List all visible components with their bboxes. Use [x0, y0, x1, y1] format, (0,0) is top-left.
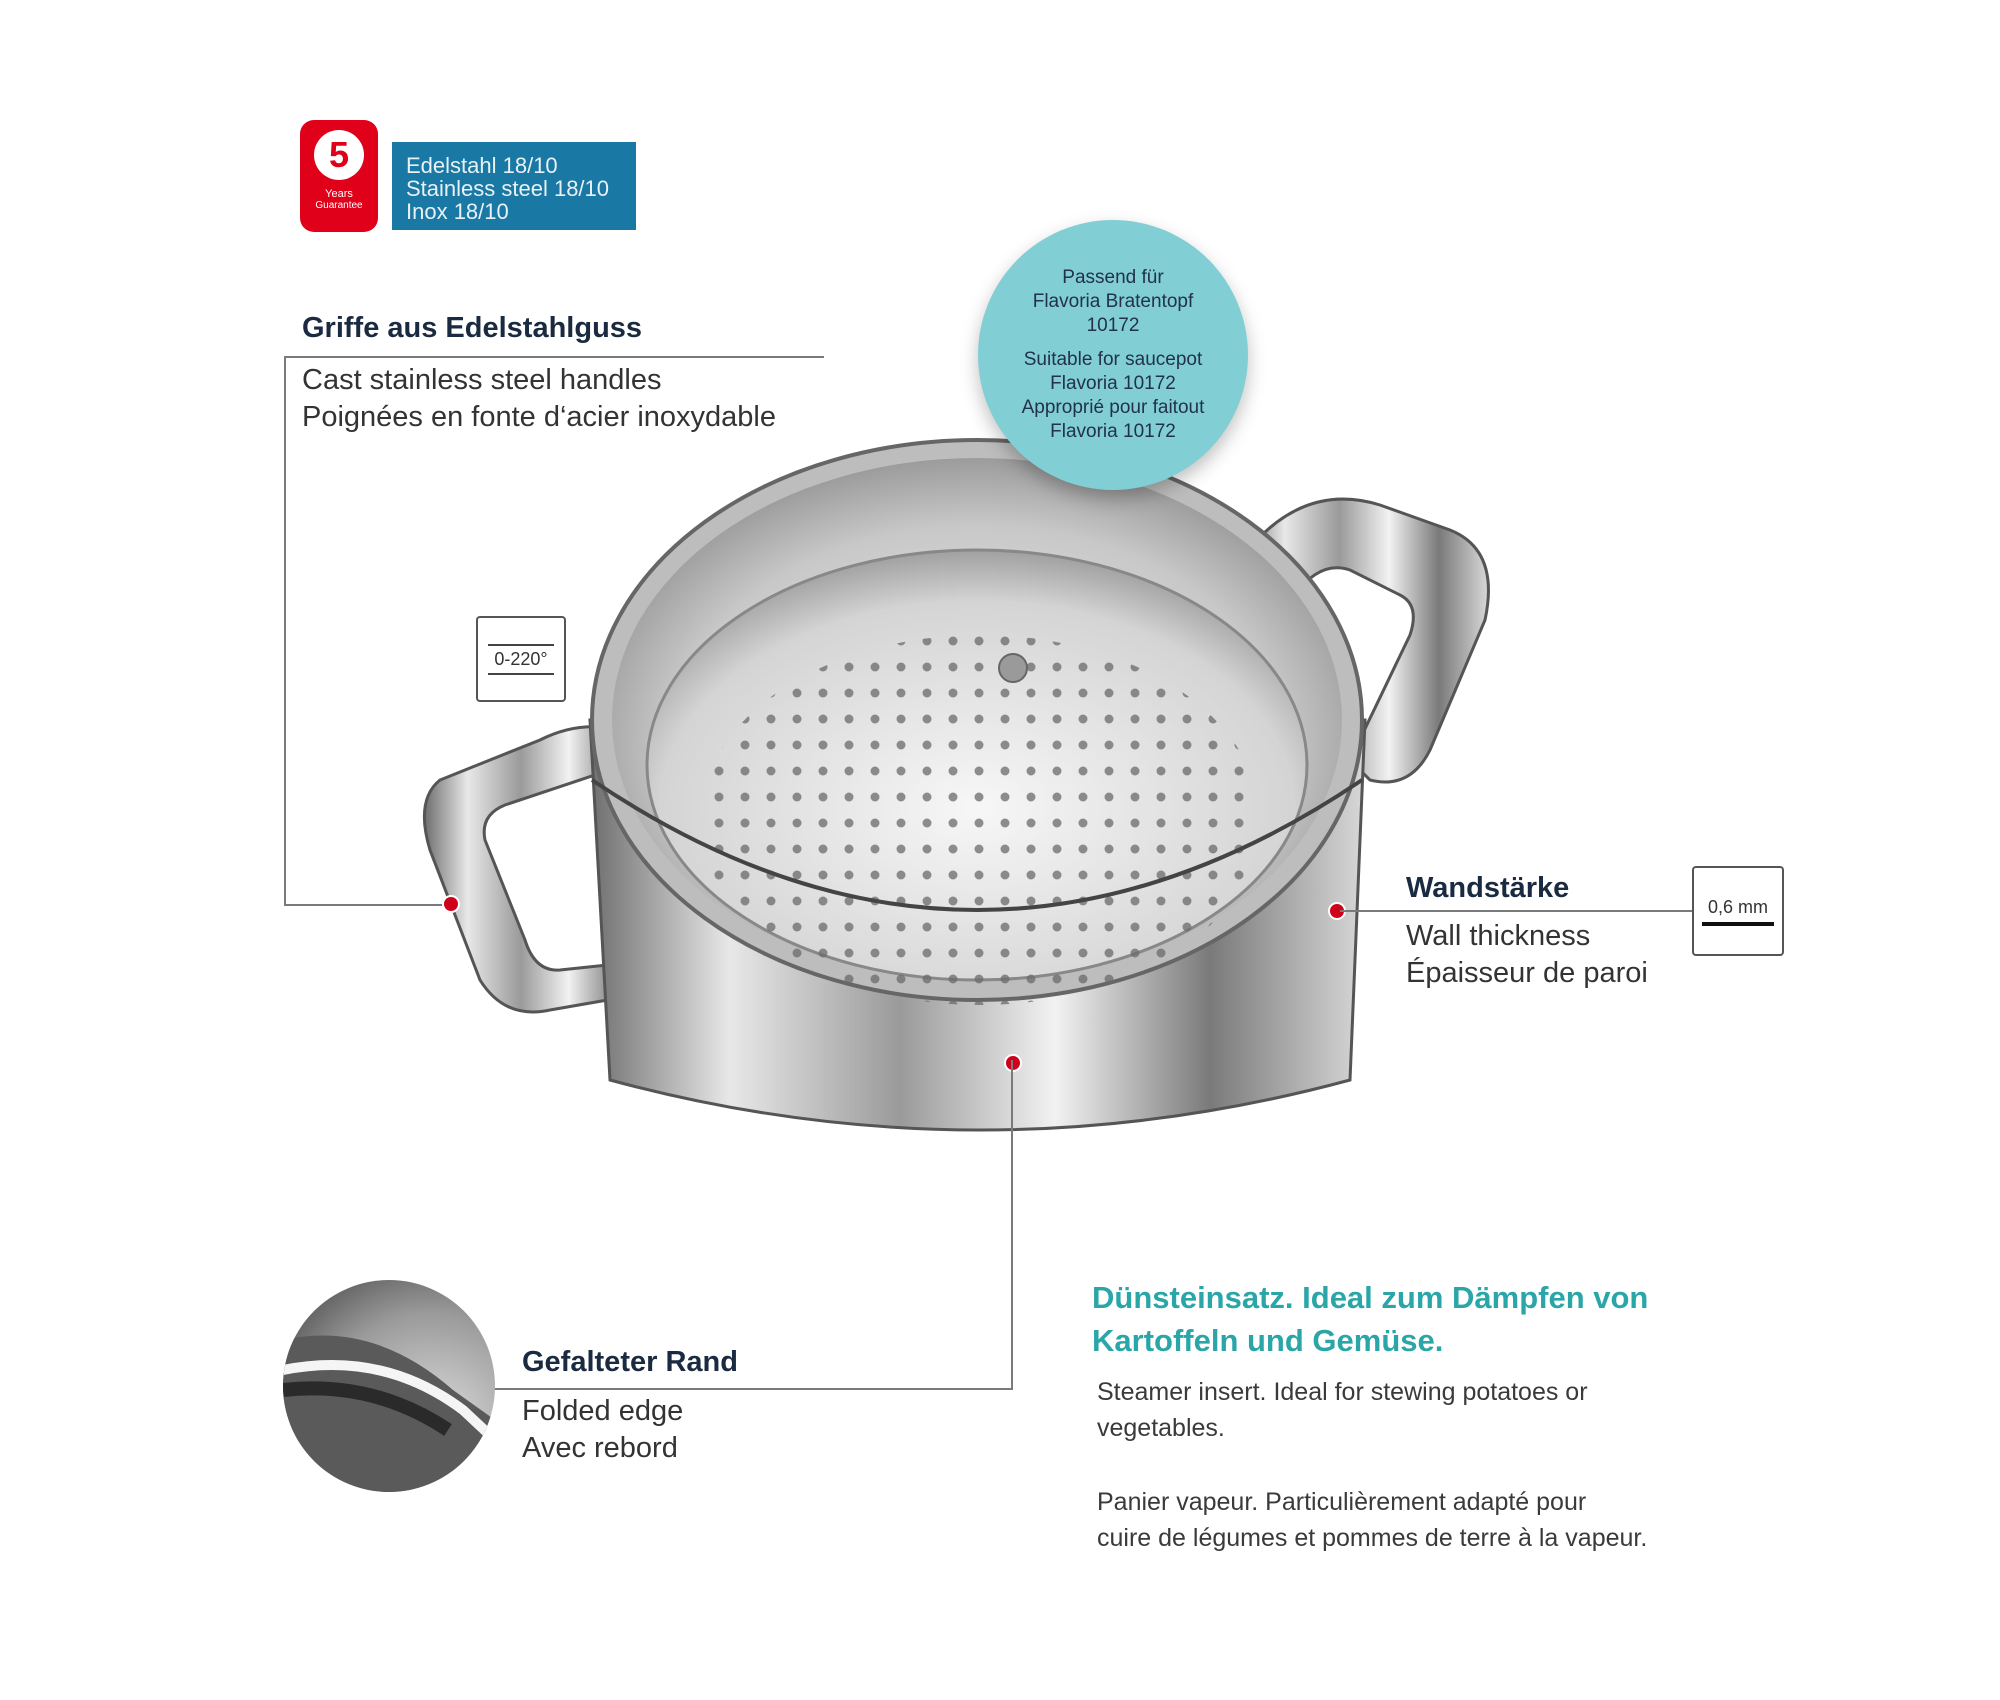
handles-en: Cast stainless steel handles: [302, 364, 662, 396]
steamer-en: [1097, 1374, 1588, 1446]
wall-en: Wall thickness: [1406, 920, 1591, 952]
suitable-en-1: Suitable for saucepot: [1023, 349, 1203, 370]
compatibility-circle: [978, 220, 1248, 490]
steamer-fr-line-1: Panier vapeur. Particulièrement adapté pour: [1097, 1488, 1587, 1516]
folded-edge-closeup: [283, 1280, 495, 1492]
guarantee-years-label: Years: [325, 188, 353, 200]
steamer-fr: [1097, 1484, 1647, 1556]
material-fr: Inox 18/10: [406, 199, 509, 224]
edge-en: Folded edge: [522, 1395, 684, 1427]
guarantee-label: Guarantee: [315, 200, 363, 211]
wall-fr: Épaisseur de paroi: [1406, 957, 1648, 989]
handles-title: Griffe aus Edelstahlguss: [302, 312, 643, 344]
guarantee-years-number: 5: [314, 130, 364, 180]
wall-leader: [1340, 910, 1692, 912]
steamer-title-line-1: Dünsteinsatz. Ideal zum Dämpfen von: [1092, 1280, 1649, 1315]
handles-leader-vertical: [284, 356, 286, 906]
suitable-fr-1: Approprié pour faitout: [1021, 397, 1205, 418]
steamer-en-line-2: vegetables.: [1097, 1414, 1225, 1442]
wall-title: Wandstärke: [1406, 872, 1570, 904]
material-en: Stainless steel 18/10: [406, 176, 610, 201]
steamer-fr-line-2: cuire de légumes et pommes de terre à la vapeur.: [1097, 1524, 1648, 1552]
material-de: Edelstahl 18/10: [406, 153, 558, 178]
suitable-fr-2: Flavoria 10172: [1050, 421, 1176, 442]
suitable-de-2: Flavoria Bratentopf: [1032, 291, 1194, 312]
handles-fr: Poignées en fonte d‘acier inoxydable: [302, 401, 776, 433]
temperature-label: 0-220°: [494, 648, 548, 669]
steamer-pot-illustration: [420, 420, 1530, 1200]
guarantee-badge-icon: [300, 120, 378, 232]
steamer-en-line-1: Steamer insert. Ideal for stewing potatoes or: [1097, 1378, 1588, 1406]
suitable-en-2: Flavoria 10172: [1050, 373, 1176, 394]
edge-leader-horizontal: [465, 1388, 1013, 1390]
suitable-de-1: Passend für: [1062, 267, 1164, 288]
steamer-title: [1092, 1276, 1648, 1362]
edge-fr: Avec rebord: [522, 1432, 678, 1464]
thickness-icon: [1692, 866, 1784, 956]
folded-edge-closeup-drawing: [283, 1280, 495, 1492]
edge-marker-dot: [1006, 1056, 1020, 1070]
edge-title: Gefalteter Rand: [522, 1346, 738, 1378]
handle-marker-dot: [444, 897, 458, 911]
handles-divider: [284, 356, 824, 358]
wall-value: 0,6 mm: [1707, 896, 1768, 917]
edge-leader-vertical: [1011, 1060, 1013, 1390]
steamer-title-line-2: Kartoffeln und Gemüse.: [1092, 1323, 1444, 1358]
suitable-de-3: 10172: [1086, 315, 1140, 336]
material-box: [392, 142, 636, 230]
